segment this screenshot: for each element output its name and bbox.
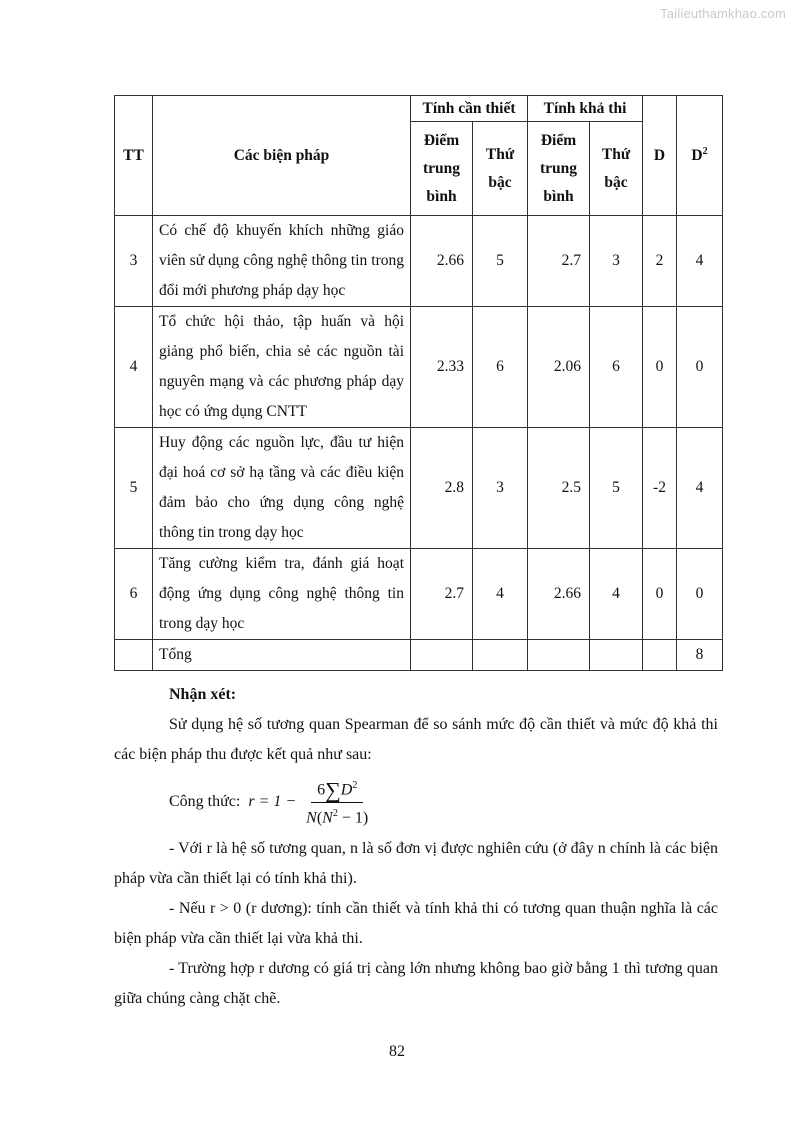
row-d2: 4 bbox=[677, 216, 723, 307]
row-necessity-score: 2.66 bbox=[411, 216, 473, 307]
row-d2: 0 bbox=[677, 549, 723, 640]
header-d2-base: D bbox=[691, 146, 703, 164]
row-d: 0 bbox=[643, 307, 677, 428]
row-measure: Huy động các nguồn lực, đầu tư hiện đại hoá cơ sở hạ tầng và các điều kiện đảm bảo cho ứng dụng công nghệ thông tin trong dạy học bbox=[153, 428, 411, 549]
table-row bbox=[115, 307, 723, 428]
header-d2 bbox=[677, 96, 723, 216]
formula-lhs: r = 1 − bbox=[248, 792, 297, 810]
total-empty bbox=[590, 640, 643, 671]
header-d: D bbox=[643, 96, 677, 216]
table-row bbox=[115, 216, 723, 307]
page-number: 82 bbox=[389, 1043, 405, 1060]
formula-den-open: ( bbox=[316, 808, 323, 826]
total-empty bbox=[528, 640, 590, 671]
row-necessity-score: 2.8 bbox=[411, 428, 473, 549]
formula-label: Công thức: bbox=[169, 793, 241, 810]
watermark-text: Tailieuthamkhao.com bbox=[660, 6, 786, 21]
header-tt: TT bbox=[115, 96, 153, 216]
commentary-section bbox=[114, 680, 718, 1014]
table-row bbox=[115, 428, 723, 549]
spearman-formula bbox=[248, 775, 374, 829]
row-feasibility-rank: 6 bbox=[590, 307, 643, 428]
formula-den-rest: − 1) bbox=[337, 808, 369, 826]
total-empty bbox=[643, 640, 677, 671]
formula-num-coef: 6 bbox=[317, 781, 326, 799]
total-tt bbox=[115, 640, 153, 671]
row-feasibility-rank: 3 bbox=[590, 216, 643, 307]
row-d: 0 bbox=[643, 549, 677, 640]
formula-num-var: D bbox=[340, 781, 353, 799]
header-feasibility: Tính khả thi bbox=[528, 96, 643, 122]
row-measure: Tăng cường kiểm tra, đánh giá hoạt động ứng dụng công nghệ thông tin trong dạy học bbox=[153, 549, 411, 640]
row-feasibility-score: 2.06 bbox=[528, 307, 590, 428]
header-feasibility-score: Điểm trung bình bbox=[528, 122, 590, 216]
intro-paragraph: Sử dụng hệ số tương quan Spearman để so sánh mức độ cần thiết và mức độ khả thi các biện pháp thu được kết quả như sau: bbox=[114, 716, 718, 763]
row-measure: Có chế độ khuyến khích những giáo viên sử dụng công nghệ thông tin trong đổi mới phương pháp dạy học bbox=[153, 216, 411, 307]
formula-den-n: N bbox=[306, 808, 317, 826]
header-measures: Các biện pháp bbox=[153, 96, 411, 216]
total-label: Tổng bbox=[153, 640, 411, 671]
row-d2: 4 bbox=[677, 428, 723, 549]
row-necessity-rank: 6 bbox=[473, 307, 528, 428]
total-row bbox=[115, 640, 723, 671]
row-feasibility-score: 2.66 bbox=[528, 549, 590, 640]
row-necessity-score: 2.33 bbox=[411, 307, 473, 428]
row-tt: 3 bbox=[115, 216, 153, 307]
row-necessity-rank: 3 bbox=[473, 428, 528, 549]
body-paragraph: - Nếu r > 0 (r dương): tính cần thiết và tính khả thi có tương quan thuận nghĩa là các biện pháp vừa cần thiết lại vừa khả thi. bbox=[114, 900, 718, 947]
total-empty bbox=[411, 640, 473, 671]
header-d2-exponent: 2 bbox=[702, 145, 708, 157]
row-d2: 0 bbox=[677, 307, 723, 428]
row-measure: Tổ chức hội thảo, tập huấn và hội giảng phổ biến, chia sẻ các nguồn tài nguyên mạng và các phương pháp dạy học có ứng dụng CNTT bbox=[153, 307, 411, 428]
total-d2: 8 bbox=[677, 640, 723, 671]
section-heading: Nhận xét: bbox=[169, 686, 237, 703]
row-feasibility-rank: 5 bbox=[590, 428, 643, 549]
header-necessity-score: Điểm trung bình bbox=[411, 122, 473, 216]
table-row bbox=[115, 549, 723, 640]
formula-den-n2: N bbox=[322, 808, 333, 826]
row-feasibility-score: 2.7 bbox=[528, 216, 590, 307]
header-necessity-rank: Thứ bậc bbox=[473, 122, 528, 216]
header-feasibility-rank: Thứ bậc bbox=[590, 122, 643, 216]
formula-fraction bbox=[300, 775, 374, 829]
body-paragraph: - Trường hợp r dương có giá trị càng lớn nhưng không bao giờ bằng 1 thì tương quan giữa chúng càng chặt chẽ. bbox=[114, 960, 718, 1007]
body-paragraph: - Với r là hệ số tương quan, n là số đơn vị được nghiên cứu (ở đây n chính là các biện pháp vừa cần thiết lại có tính khả thi). bbox=[114, 840, 718, 887]
row-feasibility-rank: 4 bbox=[590, 549, 643, 640]
formula-denominator bbox=[300, 803, 374, 829]
row-necessity-rank: 5 bbox=[473, 216, 528, 307]
formula-numerator bbox=[311, 775, 363, 803]
evaluation-table bbox=[114, 95, 723, 671]
row-d: -2 bbox=[643, 428, 677, 549]
sigma-icon: ∑ bbox=[325, 777, 341, 803]
row-tt: 4 bbox=[115, 307, 153, 428]
total-empty bbox=[473, 640, 528, 671]
row-tt: 5 bbox=[115, 428, 153, 549]
row-d: 2 bbox=[643, 216, 677, 307]
row-necessity-rank: 4 bbox=[473, 549, 528, 640]
row-necessity-score: 2.7 bbox=[411, 549, 473, 640]
header-necessity: Tính cần thiết bbox=[411, 96, 528, 122]
formula-den-exp: 2 bbox=[332, 807, 338, 819]
formula-row bbox=[114, 772, 718, 832]
row-feasibility-score: 2.5 bbox=[528, 428, 590, 549]
row-tt: 6 bbox=[115, 549, 153, 640]
formula-num-exp: 2 bbox=[352, 780, 358, 791]
